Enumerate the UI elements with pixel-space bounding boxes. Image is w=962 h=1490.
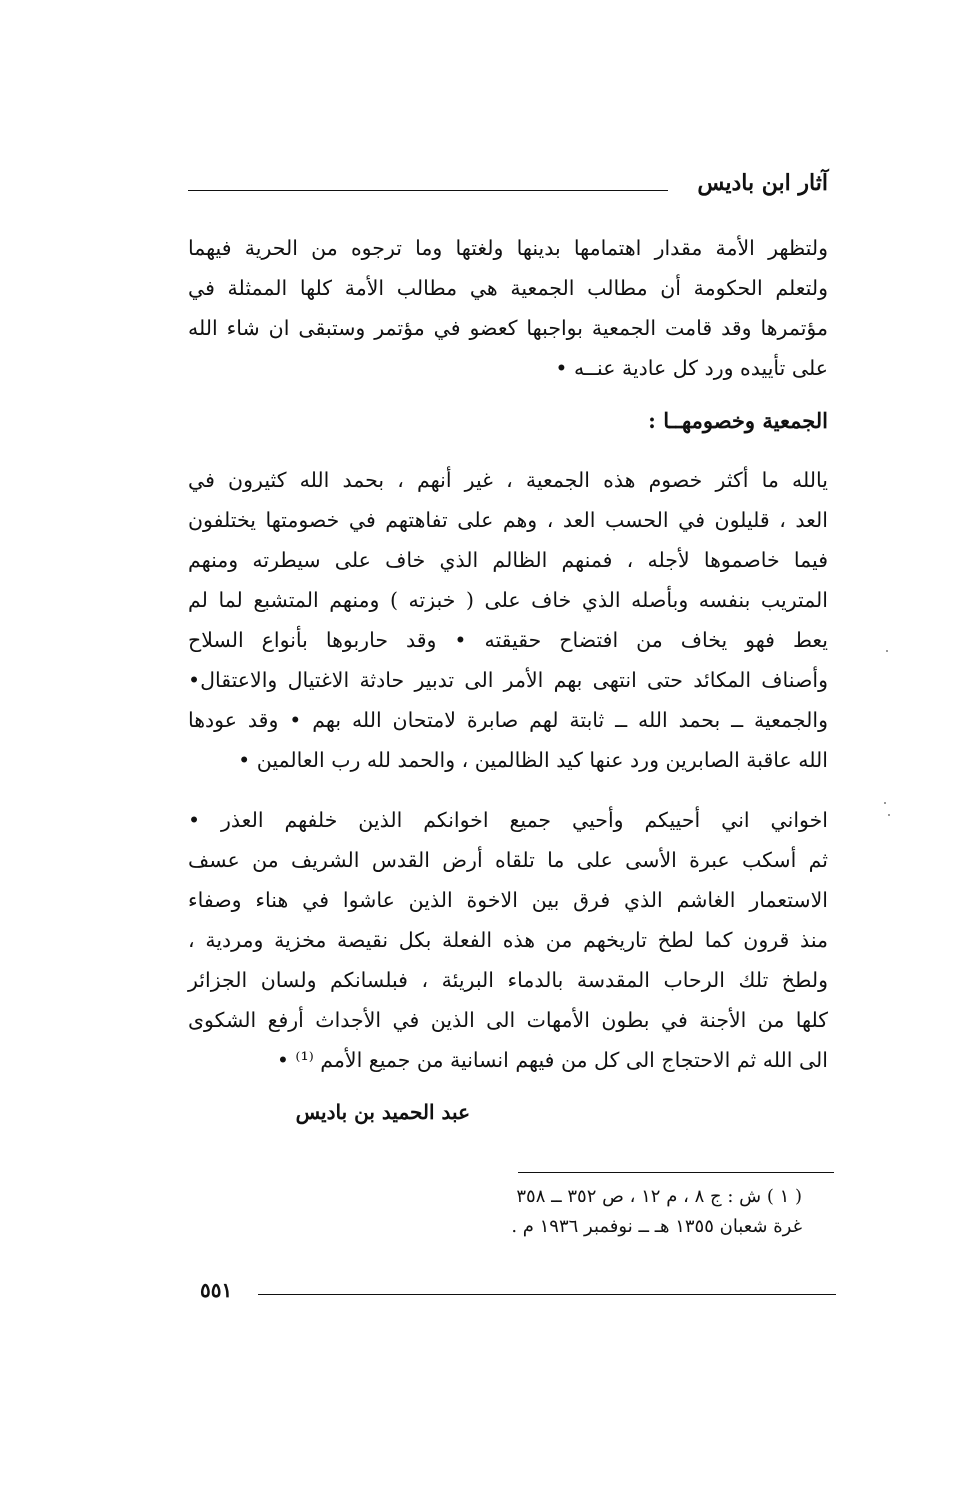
- text-line: ولتعلم الحكومة أن مطالب الجمعية هي مطالب الأمة كلها الممثلة في: [188, 276, 828, 300]
- footnote-line-2: غرة شعبان ١٣٥٥ هـ ــ نوفمبر ١٩٣٦ م .: [511, 1216, 802, 1237]
- scan-speck: [888, 814, 890, 816]
- section-heading: الجمعية وخصومهــا :: [648, 408, 828, 433]
- text-line: الى الله ثم الاحتجاج الى كل من فيهم انسانية من جميع الأمم ⁽¹⁾ •: [276, 1048, 828, 1072]
- running-header: [188, 170, 828, 210]
- footnote-rule: [518, 1172, 834, 1173]
- text-line: ولطخ تلك الرحاب المقدسة بالدماء البريئة ، فبلسانكم ولسان الجزائر: [188, 968, 828, 992]
- signature: عبد الحميد بن باديس: [295, 1100, 470, 1124]
- text-line: والجمعية ــ بحمد الله ــ ثابتة لهم صابرة لامتحان الله بهم • وقد عودها: [188, 708, 828, 732]
- text-line: ثم أسكب عبرة الأسى على ما تلقاه أرض القدس الشريف من عسف: [188, 848, 828, 872]
- text-line: العد ، قليلون في الحسب العد ، وهم على تفاهتهم في خصومتها يختلفون: [188, 508, 828, 532]
- text-line: وأصناف المكائد حتى انتهى بهم الأمر الى تدبير حادثة الاغتيال والاعتقال•: [188, 668, 828, 692]
- footnote: [511, 1182, 802, 1242]
- text-line: مؤتمرها وقد قامت الجمعية بواجبها كعضو في مؤتمر وستبقى ان شاء الله: [188, 316, 828, 340]
- text-line: يعط فهو يخاف من افتضاح حقيقته • وقد حاربوها بأنواع السلاح: [188, 628, 828, 652]
- paragraph-3: [188, 800, 828, 1080]
- scan-speck: [886, 650, 888, 652]
- text-line: الاستعمار الغاشم الذي فرق بين الاخوة الذين عاشوا في هناء وصفاء: [188, 888, 828, 912]
- text-line: يالله ما أكثر خصوم هذه الجمعية ، غير أنهم ، بحمد الله كثيرون في: [188, 468, 828, 492]
- text-line: اخواني اني أحييكم وأحيي جميع اخوانكم الذين خلفهم العذر •: [188, 808, 828, 832]
- paragraph-1: [188, 228, 828, 388]
- scan-speck: [884, 802, 886, 804]
- text-line: ولتظهر الأمة مقدار اهتمامها بدينها ولغتها وما ترجوه من الحرية فيهما: [188, 236, 828, 260]
- text-line: فيما خاصموها لأجله ، فمنهم الظالم الذي خاف على سيطرته ومنهم: [188, 548, 828, 572]
- paragraph-2: [188, 460, 828, 780]
- text-line: الله عاقبة الصابرين ورد عنها كيد الظالمين ، والحمد لله رب العالمين •: [238, 748, 828, 772]
- footer-rule: [258, 1294, 836, 1295]
- page-footer: [200, 1278, 840, 1308]
- text-line: على تأييده ورد كل عادية عنــه •: [555, 356, 828, 380]
- header-title: آثار ابن باديس: [697, 170, 828, 196]
- text-line: المتريب بنفسه وبأصله الذي خاف على ( خبزته ) ومنهم المتشبع لما لم: [188, 588, 828, 612]
- footnote-line-1: ( ١ ) ش : ج ٨ ، م ١٢ ، ص ٣٥٢ ــ ٣٥٨: [516, 1186, 802, 1207]
- page-number: ٥٥١: [200, 1278, 233, 1302]
- text-line: منذ قرون كما لطخ تاريخهم من هذه الفعلة بكل نقيصة مخزية ومردية ،: [188, 928, 828, 952]
- header-rule: [188, 190, 668, 191]
- text-line: كلها من الأجنة في بطون الأمهات الى الذين في الأجداث أرفع الشكوى: [188, 1008, 828, 1032]
